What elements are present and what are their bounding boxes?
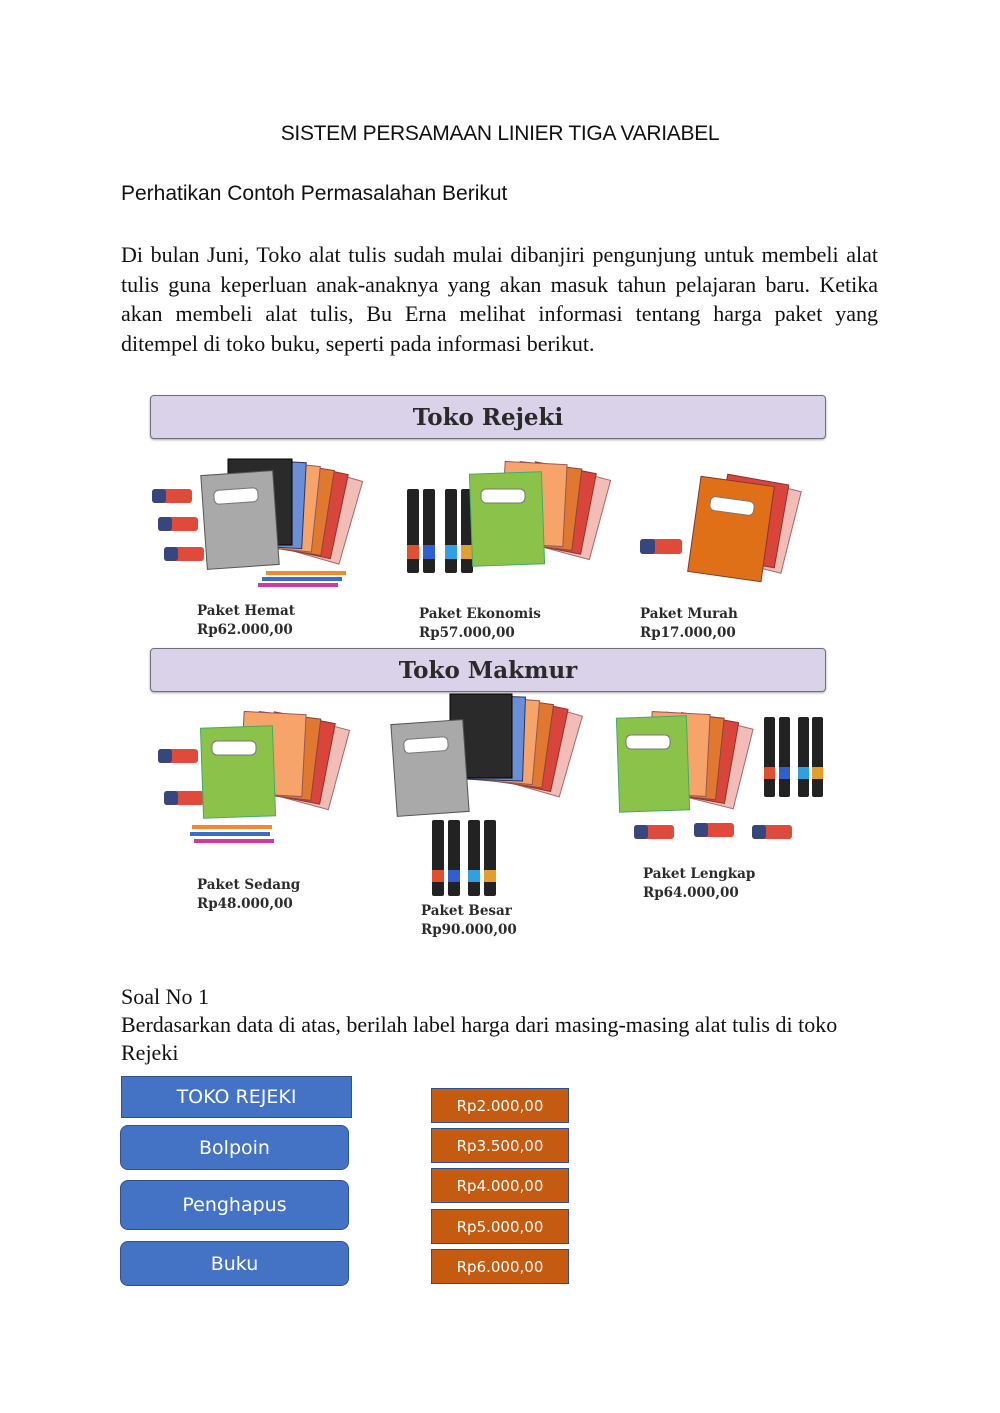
package-price: Rp17.000,00 (640, 625, 736, 641)
pen-icon (448, 820, 460, 896)
eraser-sleeve-icon (164, 547, 178, 561)
paket-sedang-illustration (150, 705, 355, 855)
pen-grip-icon (407, 545, 419, 559)
page-title: SISTEM PERSAMAAN LINIER TIGA VARIABEL (280, 122, 720, 145)
price-option-tag[interactable]: Rp4.000,00 (431, 1168, 569, 1203)
section-heading: Perhatikan Contoh Permasalahan Berikut (121, 182, 508, 205)
paket-ekonomis-illustration (405, 455, 620, 590)
pen-icon (484, 820, 496, 896)
pencil-icon (258, 583, 338, 587)
package-name: Paket Ekonomis (419, 606, 541, 622)
eraser-sleeve-icon (152, 489, 166, 503)
package-price: Rp48.000,00 (197, 896, 293, 912)
store-banner-rejeki: Toko Rejeki (150, 395, 826, 439)
pen-icon (432, 820, 444, 896)
pen-icon (798, 717, 809, 797)
book-icon (616, 716, 689, 812)
pen-grip-icon (812, 767, 823, 779)
price-option-tag[interactable]: Rp2.000,00 (431, 1088, 569, 1123)
paket-hemat-illustration (148, 455, 368, 595)
paket-sedang-items (150, 705, 355, 855)
pen-grip-icon (448, 870, 460, 882)
question-number: Soal No 1 (121, 984, 209, 1009)
pencil-icon (262, 577, 342, 581)
eraser-sleeve-icon (634, 825, 648, 839)
pen-grip-icon (764, 767, 775, 779)
paket-lengkap-items (612, 705, 827, 855)
pen-icon (812, 717, 823, 797)
book-icon (201, 471, 279, 570)
eraser-sleeve-icon (158, 749, 172, 763)
price-option-tag[interactable]: Rp5.000,00 (431, 1209, 569, 1244)
eraser-sleeve-icon (640, 539, 655, 554)
pen-grip-icon (461, 545, 473, 559)
pen-icon (445, 489, 457, 573)
store-banner-makmur: Toko Makmur (150, 648, 826, 692)
item-label-penghapus[interactable]: Penghapus (120, 1180, 349, 1230)
pen-icon (423, 489, 435, 573)
package-name: Paket Sedang (197, 877, 301, 893)
eraser-sleeve-icon (752, 825, 766, 839)
book-icon (200, 726, 275, 818)
eraser-sleeve-icon (158, 517, 172, 531)
book-label-icon (404, 736, 449, 753)
book-label-icon (481, 489, 525, 503)
pen-grip-icon (798, 767, 809, 779)
package-price: Rp62.000,00 (197, 622, 293, 638)
pen-grip-icon (432, 870, 444, 882)
price-option-tag[interactable]: Rp3.500,00 (431, 1128, 569, 1163)
pen-icon (407, 489, 419, 573)
eraser-sleeve-icon (164, 791, 178, 805)
pencil-icon (190, 832, 270, 836)
package-price: Rp64.000,00 (643, 885, 739, 901)
pencil-icon (266, 571, 346, 575)
paket-murah-illustration (630, 465, 810, 590)
pen-grip-icon (468, 870, 480, 882)
package-name: Paket Besar (421, 903, 512, 919)
eraser-sleeve-icon (694, 823, 708, 837)
book-icon (688, 476, 775, 581)
pen-icon (468, 820, 480, 896)
pen-grip-icon (779, 767, 790, 779)
item-label-buku[interactable]: Buku (120, 1241, 349, 1286)
package-price: Rp90.000,00 (421, 922, 517, 938)
pencil-icon (192, 825, 272, 829)
paket-murah-items (630, 465, 810, 590)
store-header-box: TOKO REJEKI (121, 1076, 352, 1118)
paket-lengkap-illustration (612, 705, 827, 855)
question-text: Berdasarkan data di atas, berilah label harga dari masing-masing alat tulis di toko Rejeki (121, 1012, 838, 1065)
pen-grip-icon (423, 545, 435, 559)
pen-grip-icon (445, 545, 457, 559)
package-name: Paket Hemat (197, 603, 296, 619)
problem-paragraph: Di bulan Juni, Toko alat tulis sudah mulai dibanjiri pengunjung untuk membeli alat tulis guna keperluan anak-anaknya yang akan masuk tahun pelajaran baru. Ketika akan membeli alat tulis, Bu Erna melihat informasi tentang harga paket yang ditempel di toko buku, seperti pada informasi berikut. (121, 242, 878, 356)
package-name: Paket Murah (640, 606, 738, 622)
item-label-bolpoin[interactable]: Bolpoin (120, 1125, 349, 1170)
pen-grip-icon (484, 870, 496, 882)
book-icon (391, 720, 469, 817)
book-label-icon (626, 735, 670, 749)
paket-ekonomis-items (405, 455, 620, 590)
pen-icon (764, 717, 775, 797)
book-label-icon (212, 741, 256, 755)
book-label-icon (214, 487, 259, 504)
package-price: Rp57.000,00 (419, 625, 515, 641)
pen-icon (779, 717, 790, 797)
paket-hemat-items (148, 455, 368, 595)
package-name: Paket Lengkap (643, 866, 756, 882)
paket-besar-items (388, 690, 598, 900)
book-icon (469, 472, 544, 566)
pencil-icon (194, 839, 274, 843)
price-option-tag[interactable]: Rp6.000,00 (431, 1249, 569, 1284)
paket-besar-illustration (388, 690, 598, 900)
